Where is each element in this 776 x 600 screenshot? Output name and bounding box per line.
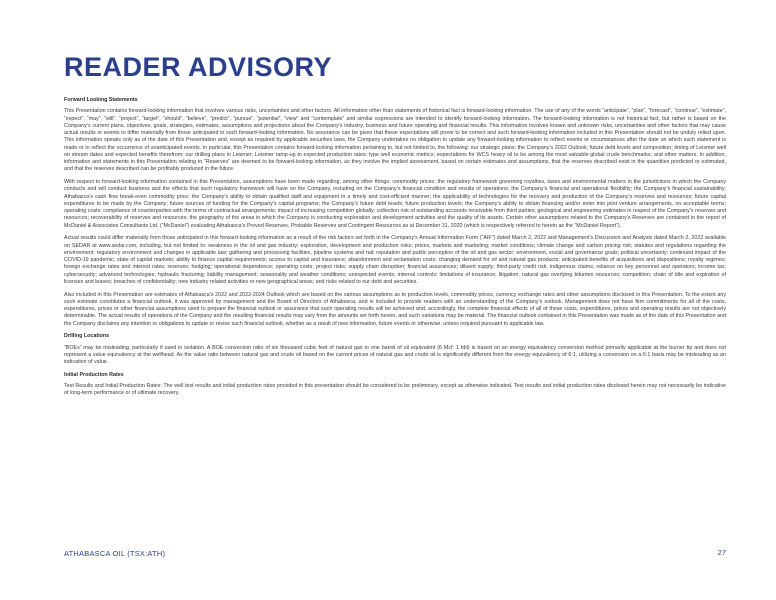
section-heading: Initial Production Rates <box>64 371 124 378</box>
paragraph: Test Results and Initial Production Rates: The well test results and initial production rates provided in this presentation should be considered to be preliminary, except as otherwise indicated. Test results and initial production rates disclosed herein may not necessarily be indicative of long-term performance or of ultimate recovery. <box>64 383 726 397</box>
section-drilling-locations <box>64 333 726 366</box>
paragraph: Also included in this Presentation are estimates of Athabasca’s 2022 and 2022-2024 Outlook which are based on the various assumptions as to production levels, commodity prices, currency exchange rates and other assumptions disclosed in this Presentation. To the extent any such estimate constitutes a financial outlook, it was approved by management and the Board of Directors of Athabasca, and is included to provide readers with an understanding of the Company’s outlook. Management does not have firm commitments for all of the costs, expenditures, prices or other financial assumptions used to prepare the financial outlook or assurance that such operating results will be achieved and, accordingly, the complete financial effects of all of those costs, expenditures, prices and operating results are not objectively determinable. The actual results of operations of the Company and the resulting financial results may vary from the amounts set forth herein, and such variations may be material. The financial outlook contained in this Presentation was made as of the date of this Presentation and the Company disclaims any intention or obligations to update or revise such financial outlook, whether as a result of new information, future events or otherwise, unless required pursuant to applicable law. <box>64 291 726 327</box>
section-heading: Forward Looking Statements <box>64 97 138 103</box>
paragraph: This Presentation contains forward-looking information that involves various risks, uncertainties and other factors. All information other than statements of historical fact is forward-looking information. The use of any of the words “anticipate”, “plan”, “forecast”, “continue”, “estimate”, “expect”, “may”, “will”, “project”, “target”, “should”, “believe”, “predict”, “pursue”, “potential”, “view” and “contemplate” and similar expressions are intended to identify forward-looking information. The forward-looking information is not historical fact, but rather is based on the Company’s current plans, objectives, goals, strategies, estimates, assumptions and projections about the Company’s industry, business and future operating and financial results. This information involves known and unknown risks, uncertainties and other factors that may cause actual results or events to differ materially from those anticipated in such forward-looking information. No assurance can be given that these expectations will prove to be correct and such forward-looking information included in this Presentation should not be unduly relied upon. This information speaks only as of the date of this Presentation and, except as required by applicable securities laws, the Company undertakes no obligation to update any forward-looking information to reflect events or circumstances after the date on which such statement is made or to reflect the occurrence of unanticipated events. In particular, this Presentation contains forward-looking information pertaining to, but not limited to, the following: our strategic plans; the Company’s 2022 Outlook; future debt levels and composition; timing of Leismer well on stream dates and expected benefits therefrom; our drilling plans in Leismer; Leismer ramp-up to expected production rates; type well economic metrics; expectations for WCS heavy oil to be among the most valuable global crude benchmarks; and other matters. In addition, information and statements in this Presentation relating to “Reserves” are deemed to be forward-looking information, as they involve the implied assessment, based on certain estimates and assumptions, that the reserves described exist in the quantities predicted or estimated, and that the reserves described can be profitably produced in the future. <box>64 108 726 173</box>
page-number: 27 <box>717 548 726 557</box>
footer-company-name: ATHABASCA OIL (TSX:ATH) <box>64 549 166 558</box>
section-heading: Drilling Locations <box>64 333 110 340</box>
advisory-content <box>64 97 726 403</box>
paragraph: With respect to forward-looking information contained in this Presentation, assumptions have been made regarding, among other things: commodity prices; the regulatory framework governing royalties, taxes and environmental matters in the jurisdictions in which the Company conducts and will conduct business and the effects that such regulatory framework will have on the Company, including on the Company’s financial condition and results of operations; the Company’s financial and operational flexibility; the Company’s financial sustainability; Athabasca’s cash flow break-even commodity price; the Company’s ability to obtain qualified staff and equipment in a timely and cost-efficient manner; the applicability of technologies for the recovery and production of the Company’s reserves and resources; future capital expenditures to be made by the Company; future sources of funding for the Company’s capital programs; the Company’s future debt levels; future production levels; the Company’s ability to obtain financing and/or enter into joint venture arrangements, on acceptable terms; operating costs; compliance of counterparties with the terms of contractual arrangements; impact of increasing competition globally; collection risk of outstanding accounts receivable from third parties; geological and engineering estimates in respect of the Company’s reserves and resources; recoverability of reserves and resources; the geography of the areas in which the Company is conducting exploration and development activities and the quality of its assets. Certain other assumptions related to the Company’s Reserves are contained in the report of McDaniel & Associates Consultants Ltd. (“McDaniel”) evaluating Athabasca’s Proved Reserves, Probable Reserves and Contingent Resources as at December 31, 2020 (which is respectively referred to herein as the “McDaniel Report”). <box>64 179 726 229</box>
paragraph: Actual results could differ materially from those anticipated in this forward-looking information as a result of the risk factors set forth in the Company’s Annual Information Form (“AIF”) dated March 2, 2022 and Management’s Discussion and Analysis dated March 2, 2022 available on SEDAR at www.sedar.com, including, but not limited to: weakness in the oil and gas industry; exploration, development and production risks; prices, markets and marketing; market conditions; climate change and carbon pricing risk; statutes and regulations regarding the environment; regulatory environment and changes in applicable law; gathering and processing facilities, pipeline systems and rail; reputation and public perception of the oil and gas sector; environment, social and governance goals; political uncertainty; continued impact of the COVID-19 pandemic; state of capital markets; ability to finance capital requirements; access to capital and insurance; abandonment and reclamation costs; changing demand for oil and natural gas products; anticipated benefits of acquisitions and dispositions; royalty regimes; foreign exchange rates and interest rates; reserves; hedging; operational dependence; operating costs; project risks; supply chain disruption; financial assurances; diluent supply; third-party credit risk; indigenous claims; reliance on key personnel and operators; income tax; cybersecurity; advanced technologies; hydraulic fracturing; liability management; seasonality and weather conditions; unexpected events; internal controls; limitations of insurance; litigation; natural gas overlying bitumen resources; competition; chain of title and expiration of licenses and leases; breaches of confidentiality; new industry related activities or new geographical areas; and risks related to our debt and securities. <box>64 235 726 285</box>
paragraph: “BOEs” may be misleading, particularly if used in isolation. A BOE conversion ratio of six thousand cubic feet of natural gas to one barrel of oil equivalent (6 Mcf: 1 bbl) is based on an energy equivalency conversion method primarily applicable at the burner tip and does not represent a value equivalency at the wellhead. As the value ratio between natural gas and crude oil based on the current prices of natural gas and crude oil is significantly different from the energy equivalency of 6:1, utilizing a conversion on a 6:1 basis may be misleading as an indication of value. <box>64 344 726 365</box>
section-forward-looking <box>64 97 726 328</box>
section-initial-production <box>64 372 726 398</box>
page-title: READER ADVISORY <box>64 52 333 82</box>
